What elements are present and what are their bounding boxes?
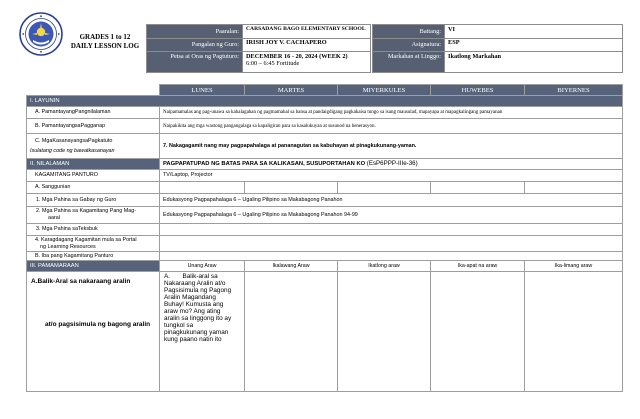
pamantayan-sa-pagganap-row (27, 119, 623, 134)
deped-seal-logo (19, 12, 63, 56)
day-tuesday: MARTES (245, 85, 338, 96)
layunin-heading: I. LAYUNIN (27, 96, 623, 107)
araw-label-4: Ika-apat na araw (431, 261, 525, 272)
row-label-line2: aaral (48, 215, 60, 221)
baitang-label: Baitang: (373, 25, 445, 39)
paaralan-label: Paaralan: (147, 25, 243, 39)
kagamitang-mag-aaral-row (27, 207, 623, 224)
grades-label: GRADES 1 to 12 (79, 33, 131, 41)
araw-label-3: Ikatlong araw (338, 261, 431, 272)
balik-aral-label-cell (27, 272, 160, 392)
dll-main-table (26, 84, 623, 392)
teksbuk-row (27, 224, 623, 236)
lesson-line: Pagsisimula ng Pagong (164, 287, 232, 294)
kasanayan-row (27, 134, 623, 159)
unang-araw-lesson (160, 272, 245, 392)
row-label-line1: 2. Mga Pahina sa Kagamitang Pang Mag- (36, 208, 137, 214)
lesson-line: Buhay! Kumusta ang (164, 301, 224, 308)
row-label: KAGAMITANG PANTURO (27, 170, 160, 182)
balik-aral-row (27, 272, 623, 392)
araw-label-5: Ika-limang araw (525, 261, 623, 272)
dll-title: DAILY LESSON LOG (70, 41, 140, 50)
row-label: 3. Mga Pahina saTeksbuk (27, 224, 160, 236)
asignatura-value: ESP (445, 38, 623, 52)
day-wednesday: MIYERKULES (338, 85, 431, 96)
row-label-line1: 4. Karagdagang Kagamitan mula sa Portal (35, 236, 137, 243)
row-label: C. MgaKasanayangsaPagkatuto (35, 137, 113, 144)
nilalaman-heading: II. NILALAMAN (27, 159, 160, 170)
lesson-line: Aralin Magandang (164, 294, 216, 301)
row-label: B. PamantayangsaPagganap (27, 119, 160, 134)
kagamitan-row (27, 170, 623, 182)
karagdagang-kagamitan-row (27, 236, 623, 252)
ika-apat-araw-lesson (431, 272, 525, 392)
row-value: Naipakikita ang mga wastong pangangalaga sa kapaligiran para sa kasalukuyan at susunod na henerasyon. (160, 119, 623, 134)
araw-label-2: Ikalawang Araw (245, 261, 338, 272)
petsa-value: DECEMBER 16 - 20, 2024 (WEEK 2) (246, 52, 348, 60)
row-value: Naipamamalas ang pag-unawa sa kahalagahan ng pagmamahal sa bansa at pandaigdigang pagkakaisa tungo sa isang mausulad, mapayapa at mapagkalingang pamayanan (160, 107, 623, 119)
lesson-line: tungkol sa (164, 322, 194, 329)
baitang-value: VI (445, 25, 623, 39)
row-label: 1. Mga Pahina sa Gabay ng Guro (27, 194, 160, 207)
oras-value: 6:00 – 6:45 Fortitude (246, 59, 300, 67)
sanggunian-row (27, 182, 623, 194)
day-header-row (27, 85, 623, 96)
row-label-cell (27, 207, 160, 224)
document-title (64, 33, 146, 50)
gabay-guro-row (27, 194, 623, 207)
header-left-table (146, 24, 371, 73)
nilalaman-cell (160, 159, 623, 170)
balik-aral-label-b: at/o pagsisimula ng bagong aralin (45, 321, 151, 328)
row-label-cell (27, 236, 160, 252)
lesson-line: A. Balik-aral sa (164, 273, 218, 280)
guro-value: IRISH JOY V. CACHAPERO (243, 38, 371, 52)
row-value (160, 224, 623, 236)
petsa-label: Petsa at Oras ng Pagtuturo: (147, 52, 243, 73)
row-sublabel: Isulatang code ng bawatkasanayan (30, 147, 115, 154)
day-friday: BIYERNES (525, 85, 623, 96)
section-nilalaman (27, 159, 623, 170)
balik-aral-label-a: A.Balik-Aral sa nakaraang aralin (31, 278, 131, 285)
lesson-line: araw mo? Ang ating (164, 308, 221, 315)
seal-icon (19, 12, 63, 56)
paaralan-value: CARSADANG BAGO ELEMENTARY SCHOOL (243, 25, 371, 39)
nilalaman-code: (EsP6PPP-IIIe-36) (366, 160, 418, 167)
section-pamamaraan (27, 261, 623, 272)
ika-limang-araw-lesson (525, 272, 623, 392)
pamantayang-pangnilalaman-row (27, 107, 623, 119)
row-value: Edukasyong Pagpapahalaga 6 – Ugaling Pilipino sa Makabagong Panahon 94-99 (160, 207, 623, 224)
guro-label: Pangalan ng Guro: (147, 38, 243, 52)
section-layunin (27, 96, 623, 107)
row-value: TV/Laptop, Projector (160, 170, 623, 182)
row-label: A. PamantayangPangnilalaman (27, 107, 160, 119)
iba-pang-kagamitan-row (27, 252, 623, 261)
lesson-line: Nakaraang Aralin at/o (164, 280, 226, 287)
pamamaraan-heading: III. PAMAMARAAN (27, 261, 160, 272)
row-label: B. Iba pang Kagamitang Panturo (27, 252, 160, 261)
header-right-table (372, 24, 623, 73)
nilalaman-value: PAGPAPATUPAD NG BATAS PARA SA KALIKASAN, SUSUPORTAHAN KO (163, 161, 366, 167)
row-label: A. Sanggunian (27, 182, 160, 194)
day-thursday: HUWEBES (431, 85, 525, 96)
ikatlong-araw-lesson (338, 272, 431, 392)
kasanayan-label-cell (27, 134, 160, 159)
markahan-value: Ikatlong Markahan (445, 52, 623, 73)
petsa-cell (243, 52, 371, 73)
row-value: 7. Nakagagamit nang may pagpapahalaga at pananagutan sa kabuhayan at pinagkukunang-yaman. (160, 134, 623, 159)
lesson-line: aralin sa linggong ito ay (164, 315, 232, 322)
lesson-line: pinagkukunang yaman (164, 329, 229, 336)
ikalawang-araw-lesson (245, 272, 338, 392)
row-value: Edukasyong Pagpapahalaga 6 – Ugaling Pilipino sa Makabagong Panahon (160, 194, 623, 207)
markahan-label: Markahan at Linggo: (373, 52, 445, 73)
lesson-line: kung paano natin ito (164, 336, 222, 343)
day-monday: LUNES (160, 85, 245, 96)
araw-label-1: Unang Araw (160, 261, 245, 272)
row-label-line2: ng Learning Resources (40, 243, 96, 250)
asignatura-label: Asignatura: (373, 38, 445, 52)
